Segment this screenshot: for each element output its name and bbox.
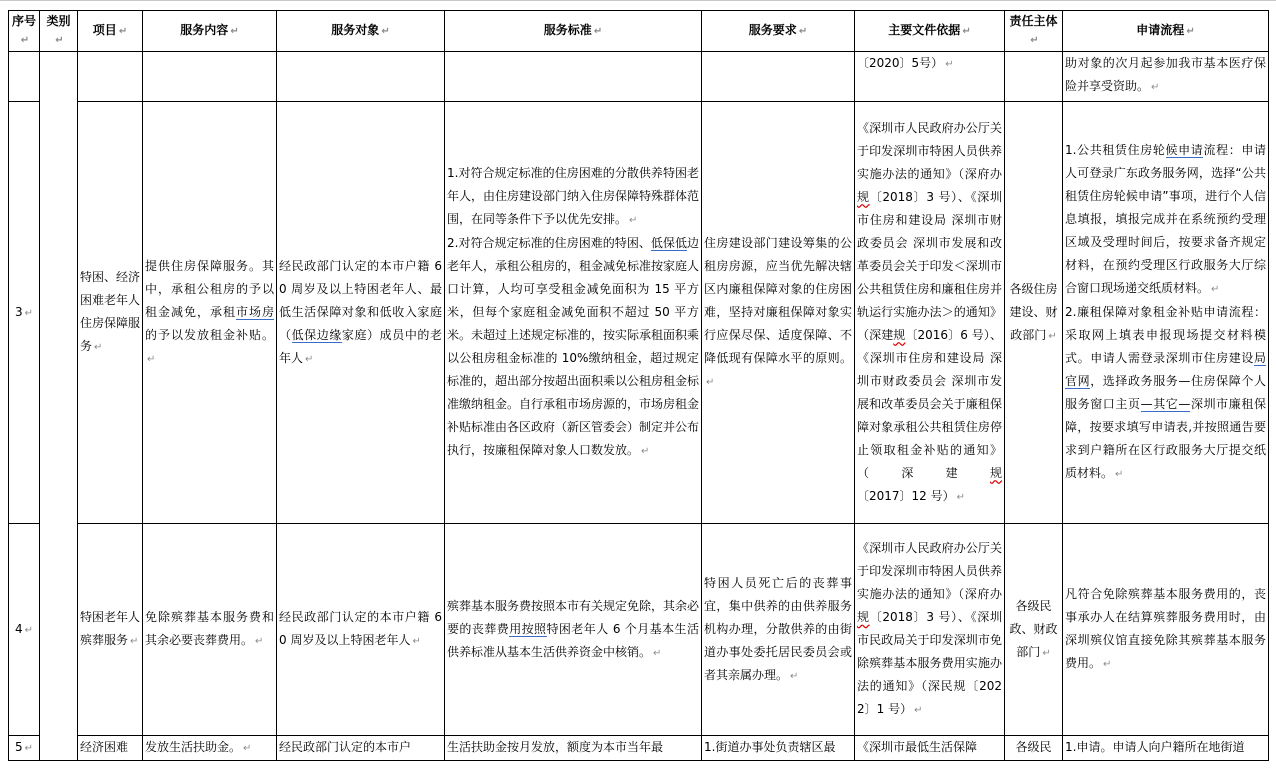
seq-cell: 3 ↵ [9,102,40,524]
content-cell: 免除殡葬基本服务费和其余必要丧葬费用。 ↵ [143,524,277,736]
docs-cell: 《深圳市最低生活保障 [855,736,1005,761]
process-cell [1063,102,1269,524]
process-cell: 凡符合免除殡葬基本服务费用的，丧事承办人在结算殡葬服务费用时，由深圳殡仪馆直接免除其殡葬基本服务费用。 ↵ [1063,524,1269,736]
cell-empty [277,52,445,102]
resp-cell: 各级民政、财政部门 ↵ [1005,524,1063,736]
standard-paragraph-2: 2.对符合规定标准的住房困难的特困、低保低边老年人，承租公租房的，租金减免标准按家庭人口计算，人均可享受租金减免面积为 15 平方米，但每个家庭租金减免面积不超过 50 平方米。未超过上述规定标准的，按实际承租面积乘以公租房租金标准的 10%缴纳租金，超过规定标准的，超出部分按超出面积乘以公租房租金标准缴纳租金。自行承租市场房源的，市场房租金补贴标准由各区政府（新区管委会）制定并公布执行，按廉租保障对象人口数发放。 ↵ [447,236,700,457]
cell-empty [1005,52,1063,102]
table-row-4 [9,524,1269,736]
item-cell: 经济困难 [78,736,143,761]
target-cell: 经民政部门认定的本市户 [277,736,445,761]
resp-cell: 各级民 [1005,736,1063,761]
docs-cell: 《深圳市人民政府办公厅关于印发深圳市特困人员供养实施办法的通知》（深府办规〔2018〕3 号）、《深圳市住房和建设局 深圳市财政委员会 深圳市发展和改革委员会关于印发＜深圳市公共租赁住房和廉租住房并轨运行实施办法＞的通知》（深建规〔2016〕6 号）、《深圳市住房和建设局 深圳市财政委员会 深圳市发展和改革委员会关于廉租保障对象承租公共租赁住房停止领取租金补贴的通知》（深建规〔2017〕12 号） ↵ [855,102,1005,524]
header-process: 申请流程 ↵ [1063,11,1269,52]
table-row-5 [9,736,1269,761]
header-category: 类别↵ [40,11,78,52]
requirement-cell: 住房建设部门建设筹集的公租房房源，应当优先解决辖区内廉租保障对象的住房困难，坚持对廉租保障对象实行应保尽保、适度保障、不降低现有保障水平的原则。↵ [702,102,855,524]
standard-paragraph-1: 1.对符合规定标准的住房困难的分散供养特困老年人，由住房建设部门纳入住房保障特殊群体范围，在同等条件下予以优先安排。 ↵ [447,166,700,226]
resp-cell: 各级住房建设、财政部门 ↵ [1005,102,1063,524]
requirement-cell: 1.街道办事处负责辖区最 [702,736,855,761]
cell-empty [78,52,143,102]
docs-cell: 〔2020〕5号） ↵ [855,52,1005,102]
header-item: 项目 ↵ [78,11,143,52]
docs-cell: 《深圳市人民政府办公厅关于印发深圳市特困人员供养实施办法的通知》（深府办规〔2018〕3 号）、《深圳市民政局关于印发深圳市免除殡葬基本服务费用实施办法的通知》（深民规〔2022〕1 号） ↵ [855,524,1005,736]
seq-cell: 5 ↵ [9,736,40,761]
header-standard: 服务标准 ↵ [445,11,702,52]
process-paragraph-2: 2.廉租保障对象租金补贴申请流程：采取网上填表申报现场提交材料模式。申请人需登录深圳市住房建设局官网，选择政务服务—住房保障个人服务窗口主页—其它—深圳市廉租保障，按要求填写申请表,并按照通告要求到户籍所在区行政服务大厅提交纸质材料。 ↵ [1065,305,1266,480]
cell-empty [143,52,277,102]
content-cell: 提供住房保障服务。其中，承租公租房的予以租金减免，承租市场房的予以发放租金补贴。↵ [143,102,277,524]
header-docs: 主要文件依据 ↵ [855,11,1005,52]
process-cell: 1.申请。申请人向户籍所在地街道 [1063,736,1269,761]
process-cell: 助对象的次月起参加我市基本医疗保险并享受资助。 ↵ [1063,52,1269,102]
category-cell [40,52,78,761]
standard-cell: 生活扶助金按月发放，额度为本市当年最 [445,736,702,761]
requirement-cell: 特困人员死亡后的丧葬事宜，集中供养的由供养服务机构办理，分散供养的由街道办事处委托居民委员会或者其亲属办理。 ↵ [702,524,855,736]
item-cell: 特困老年人殡葬服务 ↵ [78,524,143,736]
cell-empty [445,52,702,102]
target-cell: 经民政部门认定的本市户籍 60 周岁及以上特困老年人、最低生活保障对象和低收入家庭（低保边缘家庭）成员中的老年人 ↵ [277,102,445,524]
table-row-continued [9,52,1269,102]
header-resp: 责任主体↵ [1005,11,1063,52]
header-requirement: 服务要求 ↵ [702,11,855,52]
cell-empty [9,52,40,102]
seq-cell: 4 ↵ [9,524,40,736]
header-content: 服务内容 ↵ [143,11,277,52]
service-table [8,10,1269,761]
item-cell: 特困、经济困难老年人住房保障服务 ↵ [78,102,143,524]
standard-cell [445,102,702,524]
standard-cell: 殡葬基本服务费按照本市有关规定免除，其余必要的丧葬费用按照特困老年人 6 个月基本生活供养标准从基本生活供养资金中核销。 ↵ [445,524,702,736]
table-row-3 [9,102,1269,524]
header-seq: 序号↵ [9,11,40,52]
header-target: 服务对象 ↵ [277,11,445,52]
cell-empty [702,52,855,102]
process-paragraph-1: 1.公共租赁住房轮候申请流程：申请人可登录广东政务服务网，选择“公共租赁住房轮候申请”事项，进行个人信息填报，填报完成并在系统预约受理区域及受理时间后，按要求备齐规定材料，在预约受理区行政服务大厅综合窗口现场递交纸质材料。 ↵ [1065,143,1266,295]
target-cell: 经民政部门认定的本市户籍 60 周岁及以上特困老年人 ↵ [277,524,445,736]
top-border-line [0,0,1276,1]
content-cell: 发放生活扶助金。 ↵ [143,736,277,761]
header-row [9,11,1269,52]
